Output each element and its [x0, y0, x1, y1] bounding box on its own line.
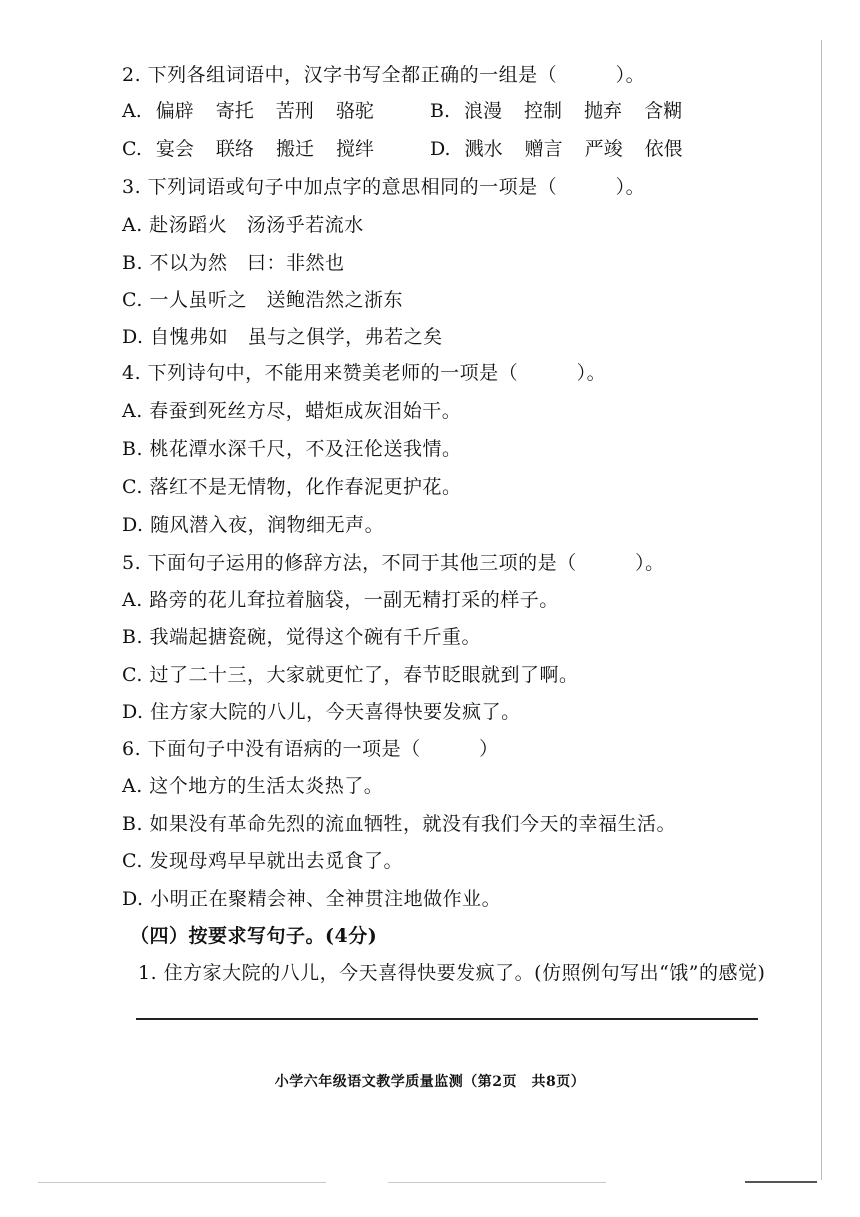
q5-option-b: B. 我端起搪瓷碗，觉得这个碗有千斤重。	[122, 626, 482, 648]
page-border	[821, 40, 822, 1180]
answer-line[interactable]	[136, 1018, 758, 1020]
q4-option-a: A. 春蚕到死丝方尽，蜡炬成灰泪始干。	[122, 400, 462, 422]
q5-option-c: C. 过了二十三，大家就更忙了，春节眨眼就到了啊。	[122, 664, 579, 686]
q6-option-b: B. 如果没有革命先烈的流血牺牲，就没有我们今天的幸福生活。	[122, 813, 677, 835]
section4-q1: 1. 住方家大院的八儿，今天喜得快要发疯了。(仿照例句写出“饿”的感觉)	[138, 962, 766, 984]
q3-option-c: C. 一人虽听之 送鲍浩然之浙东	[122, 289, 403, 311]
q3-option-a: A. 赴汤蹈火 汤汤乎若流水	[122, 214, 364, 236]
q4-option-d: D. 随风潜入夜，润物细无声。	[122, 514, 385, 536]
section4-title: （四）按要求写句子。(4分)	[130, 925, 378, 947]
page-footer: 小学六年级语文教学质量监测（第2页 共8页）	[274, 1074, 586, 1090]
q2-option-b: B. 浪漫 控制 抛弃 含糊	[430, 100, 683, 122]
q6-option-d: D. 小明正在聚精会神、全神贯注地做作业。	[122, 888, 502, 910]
q5-option-a: A. 路旁的花儿耷拉着脑袋，一副无精打采的样子。	[122, 589, 559, 611]
q4-stem: 4. 下列诗句中，不能用来赞美老师的一项是（ ）。	[122, 362, 607, 384]
q6-stem: 6. 下面句子中没有语病的一项是（ ）	[122, 738, 499, 760]
q2-stem: 2. 下列各组词语中，汉字书写全都正确的一组是（ ）。	[122, 64, 646, 86]
bottom-rule-middle	[388, 1182, 606, 1183]
q2-option-a: A. 偏辟 寄托 苦刑 骆驼	[122, 100, 374, 122]
q4-option-b: B. 桃花潭水深千尺，不及汪伦送我情。	[122, 438, 462, 460]
q3-stem: 3. 下列词语或句子中加点字的意思相同的一项是（ ）。	[122, 176, 646, 198]
q3-option-d: D. 自愧弗如 虽与之俱学，弗若之矣	[122, 326, 443, 348]
q5-stem: 5. 下面句子运用的修辞方法，不同于其他三项的是（ ）。	[122, 552, 665, 574]
q4-option-c: C. 落红不是无情物，化作春泥更护花。	[122, 476, 462, 498]
bottom-rule-left	[38, 1182, 326, 1183]
q2-option-d: D. 溅水 赠言 严竣 依偎	[430, 138, 683, 160]
q6-option-a: A. 这个地方的生活太炎热了。	[122, 775, 384, 797]
q3-option-b: B. 不以为然 曰：非然也	[122, 252, 345, 274]
q5-option-d: D. 住方家大院的八儿，今天喜得快要发疯了。	[122, 701, 521, 723]
q6-option-c: C. 发现母鸡早早就出去觅食了。	[122, 850, 403, 872]
bottom-rule-right	[745, 1181, 817, 1183]
q2-option-c: C. 宴会 联络 搬迁 搅绊	[122, 138, 374, 160]
